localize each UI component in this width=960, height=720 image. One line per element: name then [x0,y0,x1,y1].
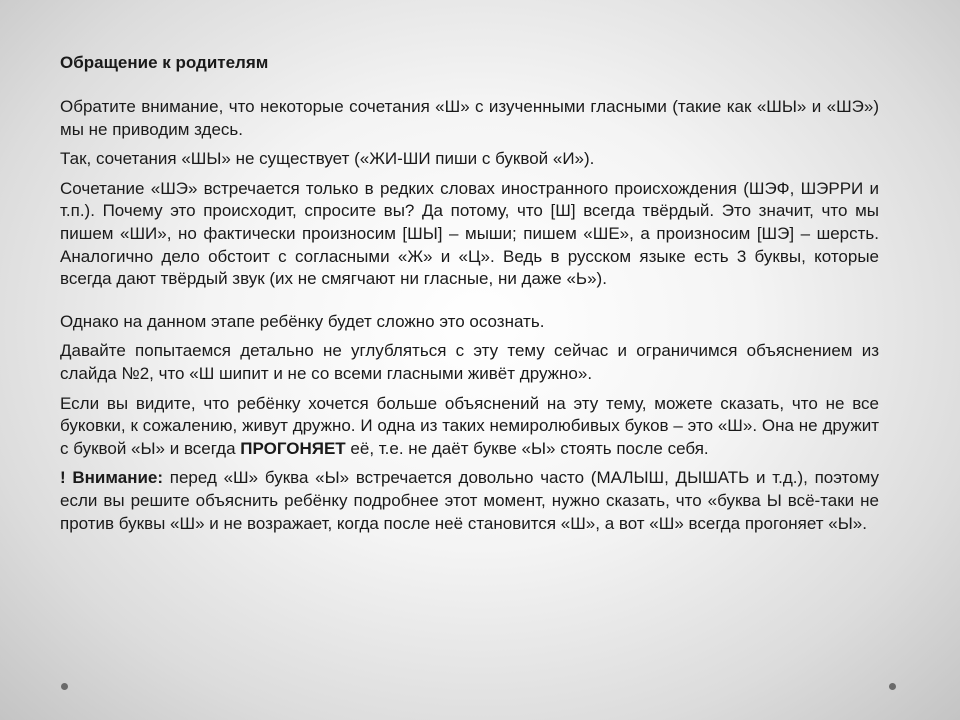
paragraph-2: Так, сочетания «ШЫ» не существует («ЖИ-ШИ пиши с буквой «И»). [60,149,595,169]
paragraph-5: Давайте попытаемся детально не углубляться с эту тему сейчас и ограничимся объяснением из слайда №2, что «Ш шипит и не со всеми гласными живёт дружно». [60,341,879,383]
paragraph-1: Обратите внимание, что некоторые сочетания «Ш» с изученными гласными (такие как «ШЫ» и «ШЭ») мы не приводим здесь. [60,97,879,139]
paragraph-6-emphasis: ПРОГОНЯЕТ [240,438,346,458]
paragraph-4: Однако на данном этапе ребёнку будет сложно это осознать. [60,311,545,331]
slide-content [60,52,879,542]
paragraph-7 [60,467,879,535]
paragraph-6-text-b: её, т.е. не даёт букве «Ы» стоять после себя. [345,438,709,458]
paragraph-6 [60,393,879,461]
slide-title: Обращение к родителям [60,53,269,72]
paragraph-6-text-a: Если вы видите, что ребёнку хочется больше объяснений на эту тему, можете сказать, что не все буковки, к сожалению, живут дружно. И одна из таких немиролюбивых буков – это «Ш». Она не дружит с буквой «Ы» и всегда [60,393,879,458]
bullet-dot-left-decoration [61,683,68,690]
paragraph-7-text: перед «Ш» буква «Ы» встречается довольно часто (МАЛЫШ, ДЫШАТЬ и т.д.), поэтому если вы решите объяснить ребёнку подробнее этот момент, нужно сказать, что «буква Ы всё-таки не против буквы «Ш» и не возражает, когда после неё становится «Ш», а вот «Ш» всегда прогоняет «Ы». [60,468,879,533]
paragraph-3: Сочетание «ШЭ» встречается только в редких словах иностранного происхождения (ШЭФ, ШЭРРИ и т.п.). Почему это происходит, спросите вы? Да потому, что [Ш] всегда твёрдый. Это значит, что мы пишем «ШИ», но фактически произносим [ШЫ] – мыши; пишем «ШЕ», а произносим [ШЭ] – шерсть. Аналогично дело обстоит с согласными «Ж» и «Ц». Ведь в русском языке есть 3 буквы, которые всегда дают твёрдый звук (их не смягчают ни гласные, ни даже «Ь»). [60,178,879,289]
attention-label: ! Внимание: [60,468,164,488]
bullet-dot-right-decoration [889,683,896,690]
